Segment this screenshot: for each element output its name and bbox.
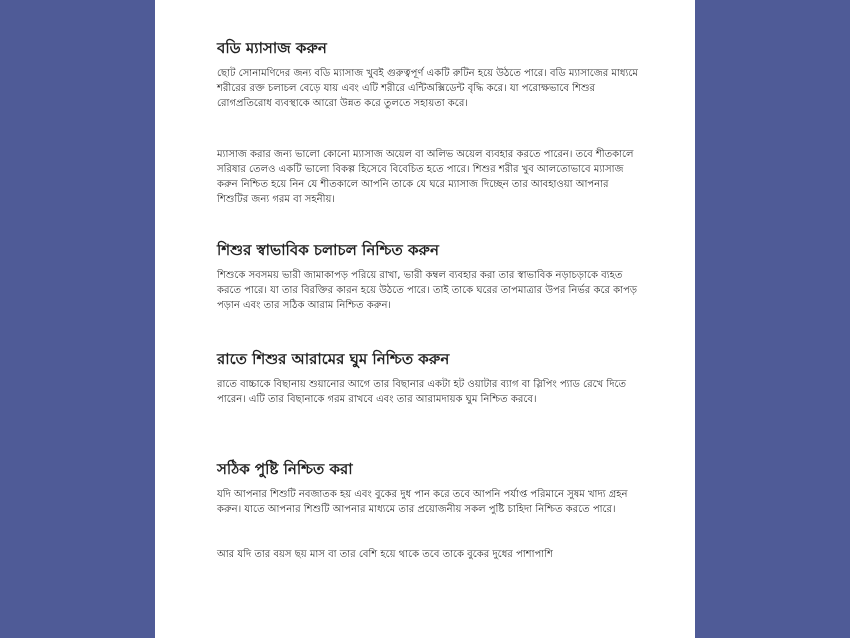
section-body-massage — [217, 38, 642, 207]
section-heading: সঠিক পুষ্টি নিশ্চিত করা — [217, 460, 353, 478]
document-page — [155, 0, 695, 638]
paragraph: ম্যাসাজ করার জন্য ভালো কোনো ম্যাসাজ অয়েল বা অলিভ অয়েল ব্যবহার করতে পারেন। তবে শীতকালে সরিষার তেলও একটি ভালো বিকল্প হিসেবে বিবেচিত হতে পারে। শিশুর শরীর খুব আলতোভাবে ম্যাসাজ করুন নিশ্চিত হয়ে নিন যে শীতকালে আপনি তাকে যে ঘরে ম্যাসাজ দিচ্ছেন তার আবহাওয়া আপনার শিশুটির জন্য গরম বা সহনীয়। — [217, 149, 634, 205]
section-normal-movement — [217, 240, 642, 313]
paragraph: রাতে বাচ্চাকে বিছানায় শুয়ানোর আগে তার বিছানার একটা হট ওয়াটার ব্যাগ বা স্লিপিং প্যাড রেখে দিতে পারেন। এটি তার বিছানাকে গরম রাখবে এবং তার আরামদায়ক ঘুম নিশ্চিত করবে। — [217, 379, 627, 405]
section-night-sleep — [217, 349, 642, 407]
section-heading: রাতে শিশুর আরামের ঘুম নিশ্চিত করুন — [217, 350, 450, 368]
section-heading: শিশুর স্বাভাবিক চলাচল নিশ্চিত করুন — [217, 241, 439, 259]
section-heading: বডি ম্যাসাজ করুন — [217, 39, 327, 57]
paragraph: ছোট সোনামণিদের জন্য বডি ম্যাসাজ খুবই গুরুত্বপূর্ণ একটি রুটিন হয়ে উঠতে পারে। বডি ম্যাসাজের মাধ্যমে শরীরের রক্ত চলাচল বেড়ে যায় এবং এটি শরীরে এন্টিঅক্সিডেন্ট বৃদ্ধি করে। যা পরোক্ষভাবে শিশুর রোগপ্রতিরোধ ব্যবস্থাকে আরো উন্নত করে তুলতে সহায়তা করে। — [217, 68, 638, 109]
paragraph: যদি আপনার শিশুটি নবজাতক হয় এবং বুকের দুধ পান করে তবে আপনি পর্যাপ্ত পরিমানে সুষম খাদ্য গ্রহন করুন। যাতে আপনার শিশুটি আপনার মাধ্যমে তার প্রয়োজনীয় সকল পুষ্টি চাহিদা নিশ্চিত করতে পারে। — [217, 489, 628, 515]
paragraph: শিশুকে সবসময় ভারী জামাকাপড় পরিয়ে রাখা, ভারী কম্বল ব্যবহার করা তার স্বাভাবিক নড়াচড়াকে ব্যহত করতে পারে। যা তার বিরক্তির কারন হয়ে উঠতে পারে। তাই তাকে ঘরের তাপমাত্রার উপর নির্ভর করে কাপড় পড়ান এবং তার সঠিক আরাম নিশ্চিত করুন। — [217, 270, 637, 311]
paragraph: আর যদি তার বয়স ছয় মাস বা তার বেশি হয়ে থাকে তবে তাকে বুকের দুধের পাশাপাশি — [217, 549, 553, 560]
section-nutrition — [217, 459, 642, 562]
